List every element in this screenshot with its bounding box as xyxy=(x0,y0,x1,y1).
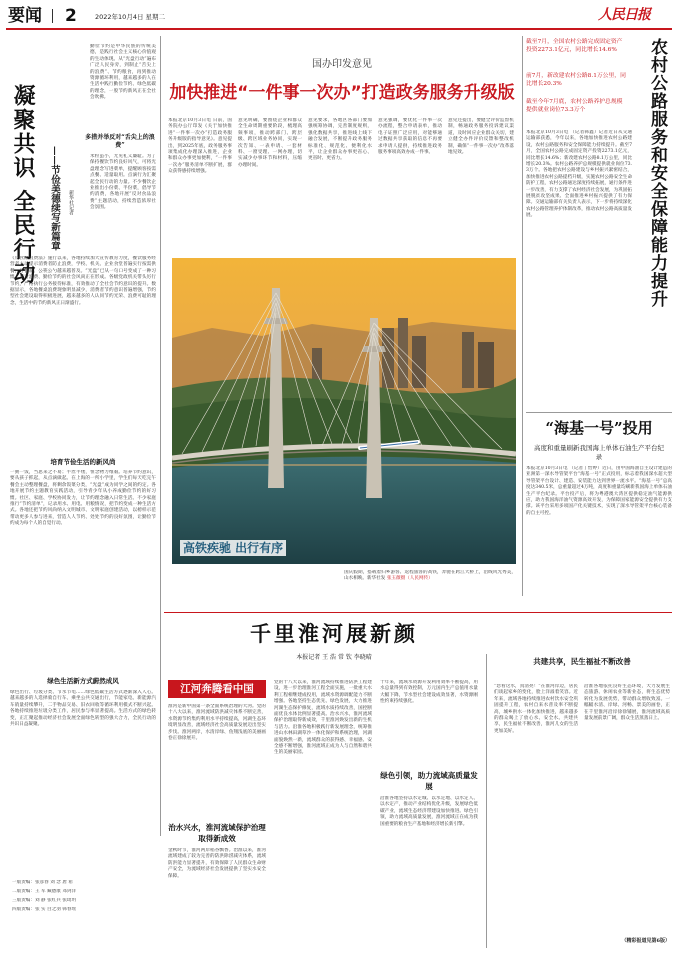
masthead-logo: 人民日报 xyxy=(598,7,650,23)
editor-line-2: 二版责编：王 军 臧德康 邓剑洋 xyxy=(12,889,77,894)
huaihe-col-1: 淮河是新中国第一条全面系统治理的大河。党的十八大以来，淮河流域防洪减灾体系不断完善，水资源节约集约利用水平持续提高，河湖生态环境明显改善，流域经济社会高质量发展迈出坚实步伐。淮河两岸，水清岸绿、鱼翔浅底的美丽画卷正徐徐展开。 xyxy=(168,704,266,742)
huaihe-sub-3: 绿色引领，助力流域高质量发展 xyxy=(380,771,478,791)
feature-subtitle: ——节俭美德续写新篇章 xyxy=(49,146,60,251)
header-rule xyxy=(6,28,672,30)
feature-intro-text: 勤俭节约是中华民族的传统美德，是践行社会主义核心价值观的生动体现。从“光盘行动”遍布广泛人民身旁，到制止“舌尖上的浪费”、节约粮食，再到推动资源循环利用，越来越多的人在生活中践行勤俭节约、绿色低碳的理念，一股节约新风正在全社会吹拂。 xyxy=(90,44,156,101)
article-col-4: 意见强调，要优化一件事一次办流程，整合申请表单，推动电子证照广泛应用，对能够通过数据共享获取的信息不再要求申请人提供，持续推进政务服务事项高效办成一件事。 xyxy=(378,118,442,156)
page-number: 2 xyxy=(65,6,77,26)
editor-line-4: 四版责编：张 实 白之羽 韩春瑶 xyxy=(12,907,77,912)
article-col-5: 意见还提出，要健全评价监督机制，畅通政务服务投诉建议渠道，及时回应企业群众关切，建立健全办件评价反馈和整改机制，确保“一件事一次办”改革落地见效。 xyxy=(448,118,514,156)
huaihe-col-2: 党的十八大以来，淮河流域持续推进防洪工程建设，进一步治理淮河工程全面实施，一批重大水利工程相继建成投用，流域水资源调配能力不断增强。各地坚持生态优先、绿色发展，大力推进河湖生态保护修复，流域水质持续改善，国控断面优良水体比例显著提高。治水兴水，淮河流域保护治理取得新成效，千里淮河焕发出新的生机与活力。沿淮各地积极践行新发展理念，统筹推进山水林田湖草沙一体化保护和系统治理，河湖面貌焕然一新，流域群众的获得感、幸福感、安全感不断增强，淮河流域正成为人与自然和谐共生的美丽家园。 xyxy=(274,680,372,756)
huaihe-title: 千里淮河展新颜 xyxy=(250,622,418,646)
article-col-3: 意见要求，各地区各部门要加强统筹协调，完善制度规则，强化数据共享，推进线上线下融合发展，不断提升政务服务标准化、规范化、便利化水平，让企业群众办事更省心、更省时、更省力。 xyxy=(308,118,372,162)
editor-line-3: 三版责编：刘 静 张红兵 张琦玥 xyxy=(12,898,77,903)
editors-box xyxy=(12,880,152,928)
feature-head-2: 培育节俭生活的新风尚 xyxy=(50,458,116,466)
left-column-divider xyxy=(160,36,161,836)
left-feature xyxy=(6,34,156,834)
haiji-body: 本报北京10月3日电 （记者丁怡婷）近日，由中国海油自主设计建造的亚洲第一深水导管架平台“海基一号”正式投用，标志着我国深水超大型导管架平台设计、建造、安装能力达到世界一流水平。“海基一号”总高度达340.5米，总重量超过4万吨，高度和重量均刷新我国海上单体石油生产平台纪录。平台投产后，将为粤港澳大湾区提供稳定油气能源供应，助力我国海洋油气资源高效开发，为保障国家能源安全提供有力支撑。该平台采用多项国产化关键技术，实现了深水导管架平台核心装备的自主可控。 xyxy=(526,466,672,516)
haiji-article xyxy=(526,416,672,596)
huaihe-col-3a: 十年来，流域水资源开发利用效率不断提高，用水总量得到有效控制，万元国内生产总值用水量大幅下降，节水型社会建设成效显著，水资源刚性约束持续强化。 xyxy=(380,680,478,705)
feature-title: 凝聚共识 全民行动 xyxy=(10,84,35,286)
rural-roads-body: 本报北京10月3日电 （记者韩鑫）记者近日从交通运输部获悉，今年以来，各地加快推进农村公路建设，农村公路服务和安全保障能力持续提升。截至7月，全国农村公路完成固定资产投资2273.1亿元，同比增长14.6%；新改建农村公路8.1万公里，同比增长20.3%。农村公路养护总规模提供就业岗位73.3万个。各地把农村公路建设与乡村振兴紧密结合，加快推进农村公路提档升级，实施农村公路安全生命防护工程，农村公路通达深度持续拓展，通行条件进一步改善，有力支撑了农村经济社会发展，为巩固拓展脱贫攻坚成果、全面推进乡村振兴提供了有力保障。交通运输部有关负责人表示，下一步将持续深化农村公路管理养护体制改革，推动农村公路高质量发展。 xyxy=(526,130,632,219)
bridge-photo-image xyxy=(172,258,516,564)
bottom-top-rule xyxy=(164,612,672,613)
haiji-subtitle: 高度和重量刷新我国海上单体石油生产平台纪录 xyxy=(534,444,664,461)
feature-head-3: 绿色生活新方式蔚然成风 xyxy=(47,677,119,685)
photo-caption-text: 国庆假期，搭载着归乡游客、返程旅客的高铁，奔驰在跨江大桥上，沿线风光秀美，山水相映。新华社发 xyxy=(344,570,516,582)
huaihe-col-3b: 沿淮各地坚持以水定城、以水定地、以水定人、以水定产，推动产业结构优化升级，发展绿色低碳产业，流域生态经济带建设加快推进。绿色引领，助力流域高质量发展，淮河流域正在成为我国重要的粮食生产基地和经济增长新引擎。 xyxy=(380,796,478,827)
highlight-1: 截至7月，全国农村公路完成固定资产投资2273.1亿元，同比增长14.6% xyxy=(526,39,623,53)
feature-byline: 新华社记者 xyxy=(68,190,74,215)
article-kicker: 国办印发意见 xyxy=(312,59,372,70)
issue-date: 2022年10月4日 星期二 xyxy=(95,13,166,21)
editor-line-1: 一版责编：张彦春 刘 念 唐 希 xyxy=(12,880,73,885)
feature-head-1: 多措并举反对“舌尖上的浪费” xyxy=(85,134,155,149)
article-title: 加快推进“一件事一次办”打造政务服务升级版 xyxy=(169,83,515,103)
series-badge xyxy=(168,680,266,698)
huaihe-col-5: 沿淮各地依托良好生态环境，大力发展生态旅游、休闲农业等新业态，将生态优势转化为发展优势，带动群众增收致富。一幅幅水清、岸绿、河畅、景美的画卷，正在千里淮河沿岸徐徐铺展，淮河流域高质量发展前景广阔，群众生活蒸蒸日上。 xyxy=(584,684,670,722)
huaihe-sub-2: 治水兴水，淮河流域保护治理取得新成效 xyxy=(168,823,266,843)
huaihe-byline: 本报记者 王 浩 常 钦 李晓晴 xyxy=(296,654,372,661)
page-header xyxy=(0,0,677,30)
huaihe-end-note: （精彩报道见第6版） xyxy=(621,938,670,944)
article-col-2: 意见明确，要围绕企业和群众全生命周期重要阶段，梳理高频事项，推动跨部门、跨层级、跨区域业务协同，实现一次告知、一表申请、一套材料、一窗受理、一网办理，切实减少办事环节和材料，压缩办理时间。 xyxy=(238,118,302,168)
series-badge-label: 江河奔腾看中国 xyxy=(180,683,254,695)
haiji-title: “海基一号”投用 xyxy=(545,419,653,437)
huaihe-col-4: “您看这水，真清亮！”在淮河岸边，居民们谈起家乡的变化，脸上洋溢着笑容。近年来，流域各地持续推进农村饮水安全巩固提升工程，农村自来水普及率不断提高，城乡供水一体化加快推进，越来越多的群众喝上了放心水、安全水。共建共享，民生福祉不断改善，淮河儿女的生活更加美好。 xyxy=(494,684,578,734)
article-col-1: 本报北京10月3日电 日前，国务院办公厅印发《关于加快推进“一件事一次办”打造政务服务升级版的指导意见》。意见提出，到2025年底，政务服务事项集成化办理深入推进，企业和群众办事更加便利，“一件事一次办”服务清单不断扩展，群众获得感持续增强。 xyxy=(168,118,232,175)
right-mid-rule xyxy=(526,412,672,413)
feature-body-4: 绿色出行、垃圾分类、节水节电……绿色低碳生活方式逐渐深入人心。越来越多的人选择骑自行车、乘坐公共交通出行，节能家电、新能源汽车销量持续攀升，二手物品交易、旧衣回收等循环利用模式不断兴起。各地持续推进垃圾分类工作，居民参与率显著提高。生活方式的绿色转变，正汇聚起推动经济社会发展全面绿色转型的强大合力，全民行动的共识日益凝聚。 xyxy=(10,690,156,728)
photo-credit: 张玉薇摄（人民网传） xyxy=(386,576,433,582)
highlight-3: 截至今年7月底，农村公路养护总规模提供就业岗位73.3万个 xyxy=(526,99,623,113)
highlight-2: 前7月，新改建农村公路8.1万公里，同比增长20.3% xyxy=(526,73,626,87)
feature-body-2: 《反食品浪费法》施行以来，各地持续加大宣传教育力度，餐饮服务经营者主动提示消费者防止浪费，学校、机关、企业食堂普遍实行按需供餐，分餐制、公筷公勺越来越普及。“光盘”已从一句口号变成了一种习惯，反对浪费、勤俭节约的社会风尚正在形成。各级党政机关带头厉行节约，严格执行公务接待标准，有效推动了全社会节约意识的提升。数据显示，各地餐桌浪费现象明显减少，消费者节约意识普遍增强，节约型社会建设取得积极进展，越来越多的人认同节约光荣、浪费可耻的理念，生活中的节约新风正日渐盛行。 xyxy=(10,256,156,306)
right-column-divider xyxy=(522,36,523,596)
photo-overlay-text: 高铁疾驰 出行有序 xyxy=(180,540,286,556)
center-article xyxy=(164,34,520,264)
huaihe-article xyxy=(164,614,672,950)
huaihe-col-1b: 金秋时节，淮河两岸稻谷飘香。治淮以来，淮河流域建成了较为完善的防洪除涝减灾体系，流域防洪能力显著提升，有效保障了人民群众生命财产安全，为流域经济社会发展提供了坚实水安全保障。 xyxy=(168,848,266,879)
rural-roads-title: 农村公路服务和安全保障能力提升 xyxy=(647,38,667,308)
bridge-photo xyxy=(172,258,516,564)
photo-caption xyxy=(344,570,516,610)
feature-body-3: 一粥一饭，当思来之不易；半丝半缕，恒念物力维艰。培养节约意识，要从孩子抓起，从点滴做起。在上海的一所小学里，学生们每天吃完午餐会主动整理餐盘，将剩余饭菜分类，“光盘”成为同学之间的约定。各地开展节约主题教育实践活动，引导青少年从小养成勤俭节约的好习惯。社区、家庭、学校协同发力，让节约理念融入日常生活。不少家庭推行“节约清单”，记录用水、用电、用粮情况，把节约变成一种生活方式。各地还把节约风尚纳入文明城市、文明家庭创建活动，以榜样示范带动更多人参与进来，营造人人节约、处处节约的良好氛围，让勤俭节约成为每个人的自觉行动。 xyxy=(10,470,156,527)
rural-roads-article xyxy=(526,34,672,394)
bottom-right-divider xyxy=(486,654,487,948)
huaihe-sub-4: 共建共享，民生福祉不断改善 xyxy=(533,657,631,666)
section-divider xyxy=(52,9,53,23)
highlight-box xyxy=(526,38,626,126)
section-name: 要闻 xyxy=(8,6,42,26)
feature-body-1: 米粒虽小，尤见礼义廉耻。为了保持餐饮节约良好风气，可将光盘理念写进菜单，提醒顾客按需点餐、适量取用。点滴行为汇聚起全民行动的力量。不少餐饮企业推出小份菜、半份菜，倡导节约消费，各地开展“反对食品浪费”主题活动，持续营造浓厚社会氛围。 xyxy=(90,154,156,211)
